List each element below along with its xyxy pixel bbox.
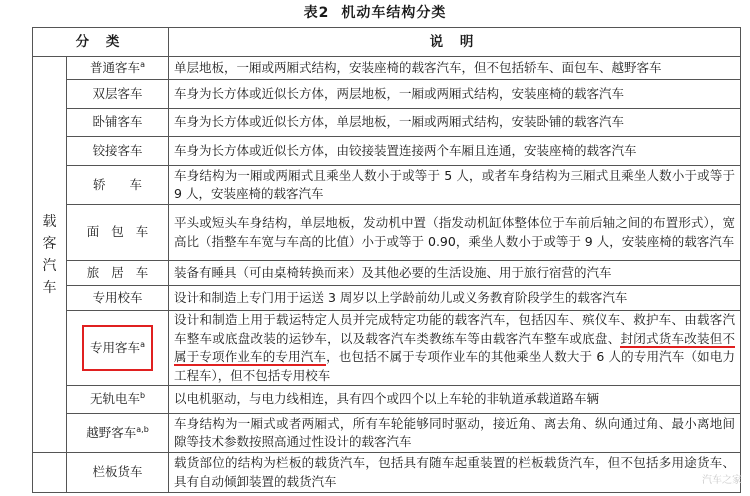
row-description: 车身结构为一厢式或者两厢式，所有车轮能够同时驱动，接近角、离去角、纵向通过角、最小离地间隙等技术参数按照高通过性设计的载客汽车 bbox=[169, 414, 741, 453]
category-group-char: 汽 bbox=[42, 257, 57, 274]
table-row bbox=[33, 205, 741, 261]
row-description: 以电机驱动，与电力线相连，具有四个或四个以上车轮的非轨道承载道路车辆 bbox=[169, 386, 741, 414]
category-group-char: 载 bbox=[42, 213, 57, 230]
row-name: 栏板货车 bbox=[67, 453, 169, 493]
category-group-vertical bbox=[38, 211, 61, 299]
row-name bbox=[67, 311, 169, 386]
table-row bbox=[33, 286, 741, 311]
row-name: 越野客车$^{a,b}$ bbox=[67, 414, 169, 453]
row-description: 车身为长方体或近似长方体，由铰接装置连接两个车厢且连通，安装座椅的载客汽车 bbox=[169, 137, 741, 166]
table-row-highlighted bbox=[33, 311, 741, 386]
row-description: 设计和制造上用于载运特定人员并完成特定功能的载客汽车，包括囚车、殡仪车、救护车、由载客汽车整车或底盘改装的运钞车，以及载客汽车类教练车等由载客汽车整车或底盘、封闭式货车改装但不属于专项作业车的专用汽车，也包括不属于专项作业车的其他乘坐人数大于 6 人的专用汽车（如电力工程车），但不包括专用校车 bbox=[169, 311, 741, 386]
header-row bbox=[33, 28, 741, 57]
row-name: 专用校车 bbox=[67, 286, 169, 311]
row-name: 轿车 bbox=[67, 166, 169, 205]
table-caption: 机动车结构分类 bbox=[341, 5, 447, 21]
row-description: 载货部位的结构为栏板的载货汽车，包括具有随车起重装置的栏板载货汽车，但不包括多用途货车、具有自动倾卸装置的载货汽车 bbox=[169, 453, 741, 493]
header-description: 说 明 bbox=[169, 28, 741, 57]
watermark: 汽车之家 bbox=[702, 475, 742, 486]
row-name: 面包车 bbox=[67, 205, 169, 261]
category-group-char: 车 bbox=[42, 279, 57, 296]
row-description: 车身为长方体或近似长方体，单层地板，一厢或两厢式结构，安装卧铺的载客汽车 bbox=[169, 109, 741, 137]
table-row bbox=[33, 137, 741, 166]
category-group-cell bbox=[33, 57, 67, 453]
row-description: 车身为长方体或近似长方体，两层地板，一厢或两厢式结构，安装座椅的载客汽车 bbox=[169, 80, 741, 109]
row-description: 车身结构为一厢或两厢式且乘坐人数小于或等于 5 人，或者车身结构为三厢式且乘坐人数小于或等于 9 人，安装座椅的载客汽车 bbox=[169, 166, 741, 205]
underlined-phrase: 封闭式货车改装但不属于专项作业车的专用汽车 bbox=[174, 330, 735, 364]
table-title bbox=[0, 4, 750, 22]
table-row bbox=[33, 386, 741, 414]
row-description: 单层地板，一厢或两厢式结构，安装座椅的载客汽车，但不包括轿车、面包车、越野客车 bbox=[169, 57, 741, 80]
row-name: 双层客车 bbox=[67, 80, 169, 109]
row-description: 平头或短头车身结构，单层地板，发动机中置（指发动机缸体整体位于车前后轴之间的布置形式），宽高比（指整车车宽与车高的比值）小于或等于 0.90，乘坐人数小于或等于 9 人，安装座椅的载客汽车 bbox=[169, 205, 741, 261]
table-row bbox=[33, 453, 741, 493]
highlight-box: 专用客车$^a$ bbox=[82, 325, 153, 372]
row-description: 设计和制造上专门用于运送 3 周岁以上学龄前幼儿或义务教育阶段学生的载客汽车 bbox=[169, 286, 741, 311]
category-group-cell-next bbox=[33, 453, 67, 493]
table-row bbox=[33, 80, 741, 109]
table-row bbox=[33, 57, 741, 80]
table-row bbox=[33, 166, 741, 205]
category-group-char: 客 bbox=[42, 235, 57, 252]
table-row bbox=[33, 109, 741, 137]
row-name: 普通客车$^a$ bbox=[67, 57, 169, 80]
table-row bbox=[33, 414, 741, 453]
table-row bbox=[33, 261, 741, 286]
row-name: 卧铺客车 bbox=[67, 109, 169, 137]
row-name: 旅居车 bbox=[67, 261, 169, 286]
vehicle-classification-table bbox=[32, 27, 741, 493]
row-description: 装备有睡具（可由桌椅转换而来）及其他必要的生活设施、用于旅行宿营的汽车 bbox=[169, 261, 741, 286]
row-name: 铰接客车 bbox=[67, 137, 169, 166]
table-number: 表2 bbox=[303, 5, 330, 21]
header-category: 分 类 bbox=[33, 28, 169, 57]
row-name: 无轨电车$^b$ bbox=[67, 386, 169, 414]
